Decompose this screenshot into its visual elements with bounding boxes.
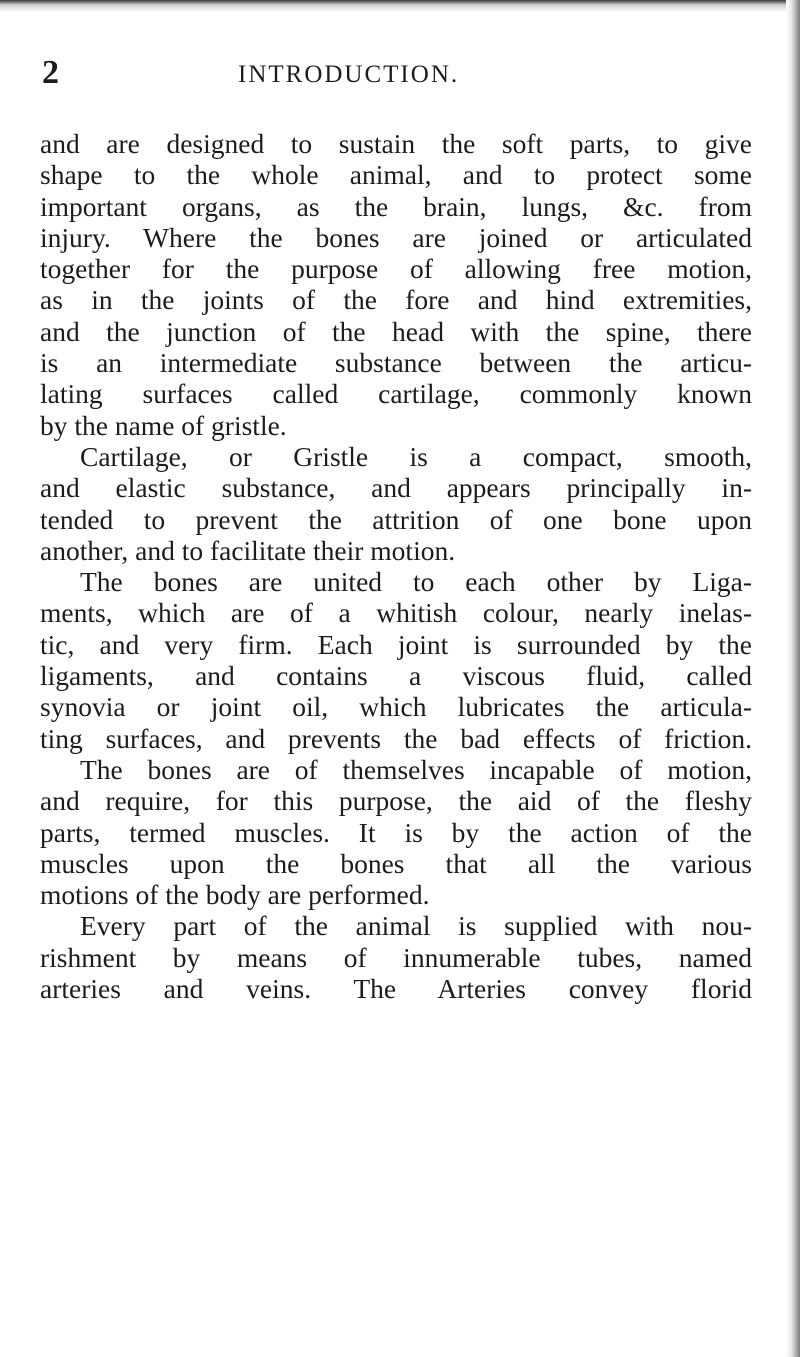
running-head: INTRODUCTION. (238, 61, 460, 88)
text-line: tended to prevent the attrition of one bone upon (40, 503, 752, 535)
text-line: and require, for this purpose, the aid of the fleshy (40, 785, 752, 817)
text-line: shape to the whole animal, and to protect some (40, 159, 752, 191)
text-line: tic, and very firm. Each joint is surrounded by the (40, 628, 752, 660)
text-line: ligaments, and contains a viscous fluid, called (40, 660, 752, 692)
text-line: arteries and veins. The Arteries convey florid (40, 973, 752, 1005)
text-line: as in the joints of the fore and hind extremities, (40, 284, 752, 316)
text-line: rishment by means of innumerable tubes, named (40, 941, 752, 973)
text-line: and elastic substance, and appears principally in- (40, 472, 752, 504)
text-line: parts, termed muscles. It is by the action of the (40, 816, 752, 848)
text-line: synovia or joint oil, which lubricates the articula- (40, 691, 752, 723)
text-line: important organs, as the brain, lungs, &c. from (40, 190, 752, 222)
text-line: The bones are of themselves incapable of motion, (80, 753, 752, 785)
text-line: The bones are united to each other by Liga- (80, 566, 752, 598)
text-line: and are designed to sustain the soft parts, to give (40, 128, 752, 159)
text-line: and the junction of the head with the spine, there (40, 315, 752, 347)
text-line: Cartilage, or Gristle is a compact, smooth, (80, 440, 752, 472)
text-line: lating surfaces called cartilage, commonly known (40, 378, 752, 410)
body-text (40, 128, 752, 1004)
text-line: by the name of gristle. (40, 409, 287, 441)
text-line: ting surfaces, and prevents the bad effects of friction. (40, 722, 752, 754)
text-line: is an intermediate substance between the articu- (40, 347, 752, 379)
page-number: 2 (42, 54, 59, 91)
text-line: muscles upon the bones that all the various (40, 847, 752, 879)
text-line: Every part of the animal is supplied with nou- (80, 910, 752, 942)
text-line: together for the purpose of allowing free motion, (40, 253, 752, 285)
text-line: injury. Where the bones are joined or articulated (40, 221, 752, 253)
text-line: ments, which are of a whitish colour, nearly inelas- (40, 597, 752, 629)
text-line: motions of the body are performed. (40, 879, 430, 911)
text-line: another, and to facilitate their motion. (40, 534, 456, 566)
